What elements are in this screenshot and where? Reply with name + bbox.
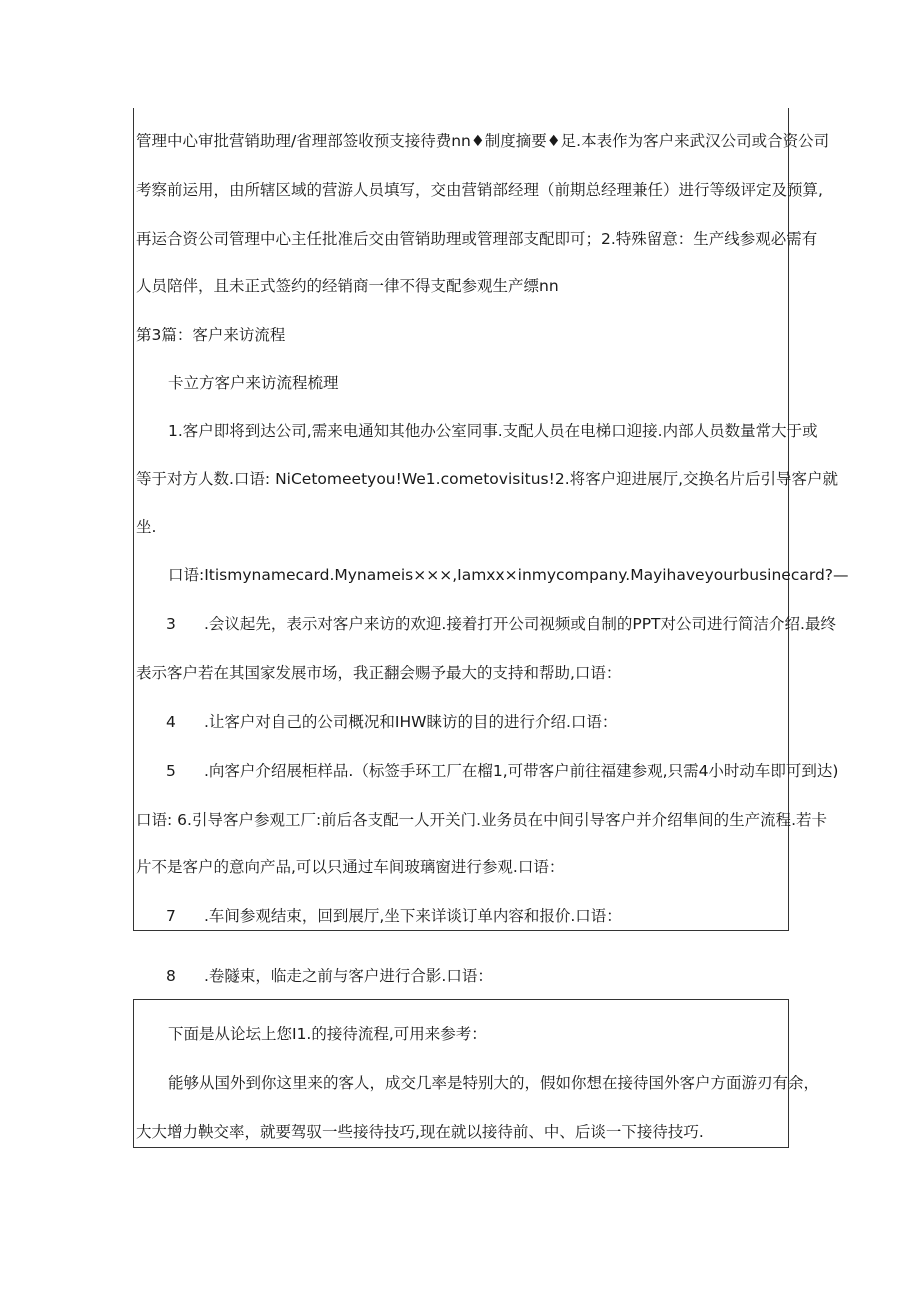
list-item-3 <box>166 614 836 634</box>
paragraph-line: 口语:Itismynamecard.Mynameis×××,Iamxx×inmycompany.Mayihaveyourbusinecard?— <box>168 566 849 584</box>
paragraph-line: 大大增力鞅交率，就要驾驭一些接待技巧,现在就以接待前、中、后谈一下接待技巧. <box>136 1123 704 1141</box>
paragraph-line: 表示客户若在其国家发展市场，我正翻会赐予最大的支持和帮助,口语： <box>136 664 622 682</box>
list-number: 5 <box>166 762 176 780</box>
list-text: .卷隧束，临走之前与客户进行合影.口语： <box>204 967 493 985</box>
paragraph-line: 片不是客户的意向产品,可以只通过车间玻璃窗进行参观.口语： <box>136 858 565 876</box>
list-item-7 <box>166 906 622 926</box>
paragraph-line: 人员陪伴，且未正式签约的经销商一律不得支配参观生产缥nn <box>136 277 559 295</box>
list-item-8 <box>166 966 493 986</box>
list-number: 3 <box>166 615 176 633</box>
paragraph-line: 下面是从论坛上您I1.的接待流程,可用来参考： <box>168 1025 487 1043</box>
list-text: .让客户对自己的公司概况和IHW睐访的目的进行介绍.口语： <box>204 713 618 731</box>
list-item-5 <box>166 761 838 781</box>
list-text: .向客户介绍展柜样品.（标签手环工厂在榴1,可带客户前往福建参观,只需4小时动车即可到达) <box>204 762 839 780</box>
list-number: 7 <box>166 907 176 925</box>
list-number: 4 <box>166 713 176 731</box>
list-text: .车间参观结束，回到展厅,坐下来详谈订单内容和报价.口语： <box>204 907 622 925</box>
list-number: 8 <box>166 967 176 985</box>
paragraph-line: 管理中心审批营销助理/省理部签收预支接待费nn♦制度摘要♦足.本表作为客户来武汉公司或合资公司 <box>136 132 830 150</box>
list-text: .会议起先，表示对客户来访的欢迎.接着打开公司视频或自制的PPT对公司进行简洁介绍.最终 <box>204 615 836 633</box>
paragraph-line: 口语: 6.引导客户参观工厂:前后各支配一人开关门.业务员在中间引导客户并介绍隼间的生产流程.若卡 <box>136 811 828 829</box>
paragraph-line: 能够从国外到你这里来的客人，成交几率是特别大的，假如你想在接待国外客户方面游刃有余， <box>168 1074 820 1092</box>
paragraph-line: 坐. <box>136 518 157 536</box>
paragraph-line: 再运合资公司管理中心主任批准后交由管销助理或管理部支配即可；2.特殊留意：生产线参观必需有 <box>136 230 818 248</box>
paragraph-line: 考察前运用，由所辖区域的营游人员填写，交由营销部经理（前期总经理兼任）进行等级评定及预算, <box>136 181 823 199</box>
paragraph-line: 等于对方人数.口语: NiCetomeetyou!We1.cometovisitus!2.将客户迎进展厅,交换名片后引导客户就 <box>136 470 839 488</box>
paragraph-line: 1.客户即将到达公司,需来电通知其他办公室同事.支配人员在电梯口迎接.内部人员数量常大于或 <box>168 422 818 440</box>
section-subtitle: 卡立方客户来访流程梳理 <box>168 374 339 392</box>
list-item-4 <box>166 712 617 732</box>
section-heading: 第3篇：客户来访流程 <box>136 326 286 344</box>
